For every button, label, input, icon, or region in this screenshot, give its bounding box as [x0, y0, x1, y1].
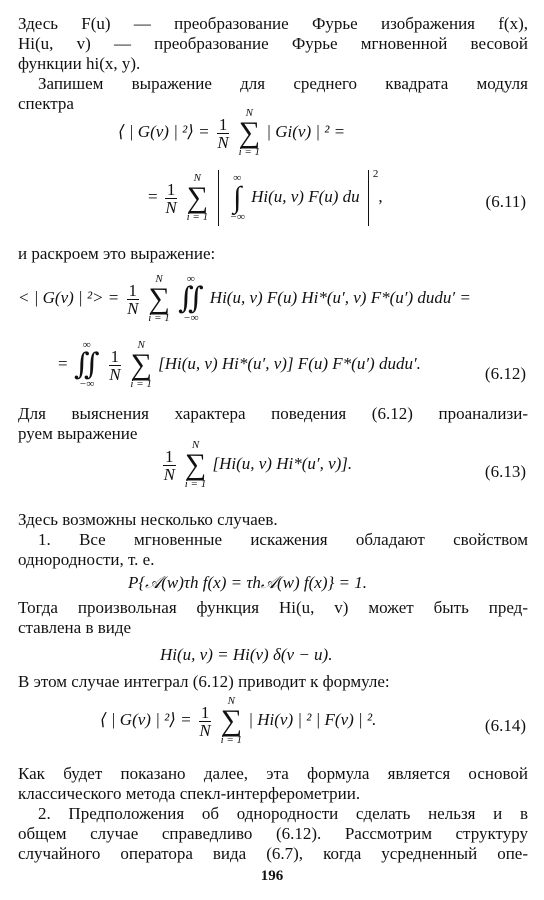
text-line: общем случае справедливо (6.12). Рассмотрим структуру: [18, 824, 528, 843]
equation-6-14: [100, 696, 376, 746]
equation-number: (6.13): [484, 462, 526, 481]
fraction: $\frac{1}{N}$: [127, 280, 139, 318]
fraction: $\frac{1}{N}$: [199, 702, 211, 740]
text-line: Запишем выражение для среднего квадрата модуля: [38, 74, 528, 93]
equation-6-11-line1: [118, 108, 345, 158]
text-line: Тогда произвольная функция Hi(u, v) может быть пред-: [18, 598, 528, 617]
text-line: классического метода спекл-интерферометрии.: [18, 784, 361, 803]
sum-symbol: N ∑ i = 1: [238, 107, 261, 158]
text-line: и раскроем это выражение:: [18, 244, 216, 263]
integral-symbol: ∞ ∫ −∞: [229, 172, 245, 223]
eq-body: Hi(u, v) F(u) Hi*(u′, v) F*(u′) dudu′ =: [209, 287, 471, 307]
fraction: $\frac{1}{N}$: [217, 114, 229, 152]
text-line: Для выяснения характера поведения (6.12) проанализи-: [18, 404, 528, 423]
eq-body: [Hi(u, v) Hi*(u′, v)].: [212, 453, 353, 473]
equation-number: (6.11): [485, 192, 526, 211]
text-line: Здесь возможны несколько случаев.: [18, 510, 278, 529]
text-line: Как будет показано далее, эта формула является основой: [18, 764, 528, 783]
text-line: Здесь F(u) — преобразование Фурье изображения f(x),: [18, 14, 528, 33]
fraction: $\frac{1}{N}$: [109, 346, 121, 384]
sum-symbol: N ∑ i = 1: [186, 172, 209, 223]
text-line: Hi(u, v) — преобразование Фурье мгновенной весовой: [18, 34, 528, 53]
eq-rhs: | Gi(v) | ² =: [266, 121, 346, 141]
sum-symbol: N ∑ i = 1: [184, 439, 207, 490]
equation-6-11-line2: = $\frac{1}{N}$ N ∑ i = 1 ∞ ∫ −∞ Hi(u, v) F(u) du $^2$,: [148, 170, 383, 226]
eq-body: [Hi(u, v) Hi*(u′, v)] F(u) F*(u′) dudu′.: [158, 353, 421, 373]
text-line: 1. Все мгновенные искажения обладают свойством: [38, 530, 528, 549]
text-line: спектра: [18, 94, 74, 113]
text-line: 2. Предположения об однородности сделать нельзя и в: [38, 804, 528, 823]
eq-lhs: ⟨ | G(v) | ²⟩ =: [118, 121, 210, 141]
equation-transfer: Hi(u, v) = Hi(v) δ(v − u).: [160, 645, 333, 664]
equation-number: (6.14): [484, 716, 526, 735]
equation-6-12-line2: = ∞ ∬ −∞ $\frac{1}{N}$ N ∑ i = 1 [Hi(u, v) Hi*(u′, v)] F(u) F*(u′) dudu′.: [58, 339, 421, 390]
text-line: ставлена в виде: [18, 618, 132, 637]
eq-body: Hi(u, v) F(u) du: [251, 186, 360, 206]
text-line: функции hi(x, y).: [18, 54, 141, 73]
eq-lhs: ⟨ | G(v) | ²⟩ =: [100, 709, 192, 729]
equation-homogeneity: P{𝒜(w)τh f(x) = τh𝒜(w) f(x)} = 1.: [128, 573, 368, 592]
eq-body: | Hi(v) | ² | F(v) | ².: [248, 709, 377, 729]
equation-6-13: [160, 440, 352, 490]
text-line: случайного оператора вида (6.7), когда усредненный опе-: [18, 844, 528, 863]
fraction: $\frac{1}{N}$: [165, 179, 177, 217]
fraction: $\frac{1}{N}$: [163, 446, 175, 484]
equation-6-12-line1: [18, 274, 471, 324]
sum-symbol: N ∑ i = 1: [220, 695, 243, 746]
eq-lhs: < | G(v) | ²> =: [18, 287, 120, 307]
text-line: В этом случае интеграл (6.12) приводит к формуле:: [18, 672, 390, 691]
double-integral-symbol: ∞ ∬ −∞: [178, 273, 204, 324]
double-integral-symbol: ∞ ∬ −∞: [73, 339, 100, 390]
text-line: однородности, т. е.: [18, 550, 155, 569]
text-line: руем выражение: [18, 424, 138, 443]
page-number: 196: [260, 868, 284, 884]
sum-symbol: N ∑ i = 1: [148, 273, 170, 324]
equation-number: (6.12): [484, 364, 526, 383]
sum-symbol: N ∑ i = 1: [130, 339, 152, 390]
